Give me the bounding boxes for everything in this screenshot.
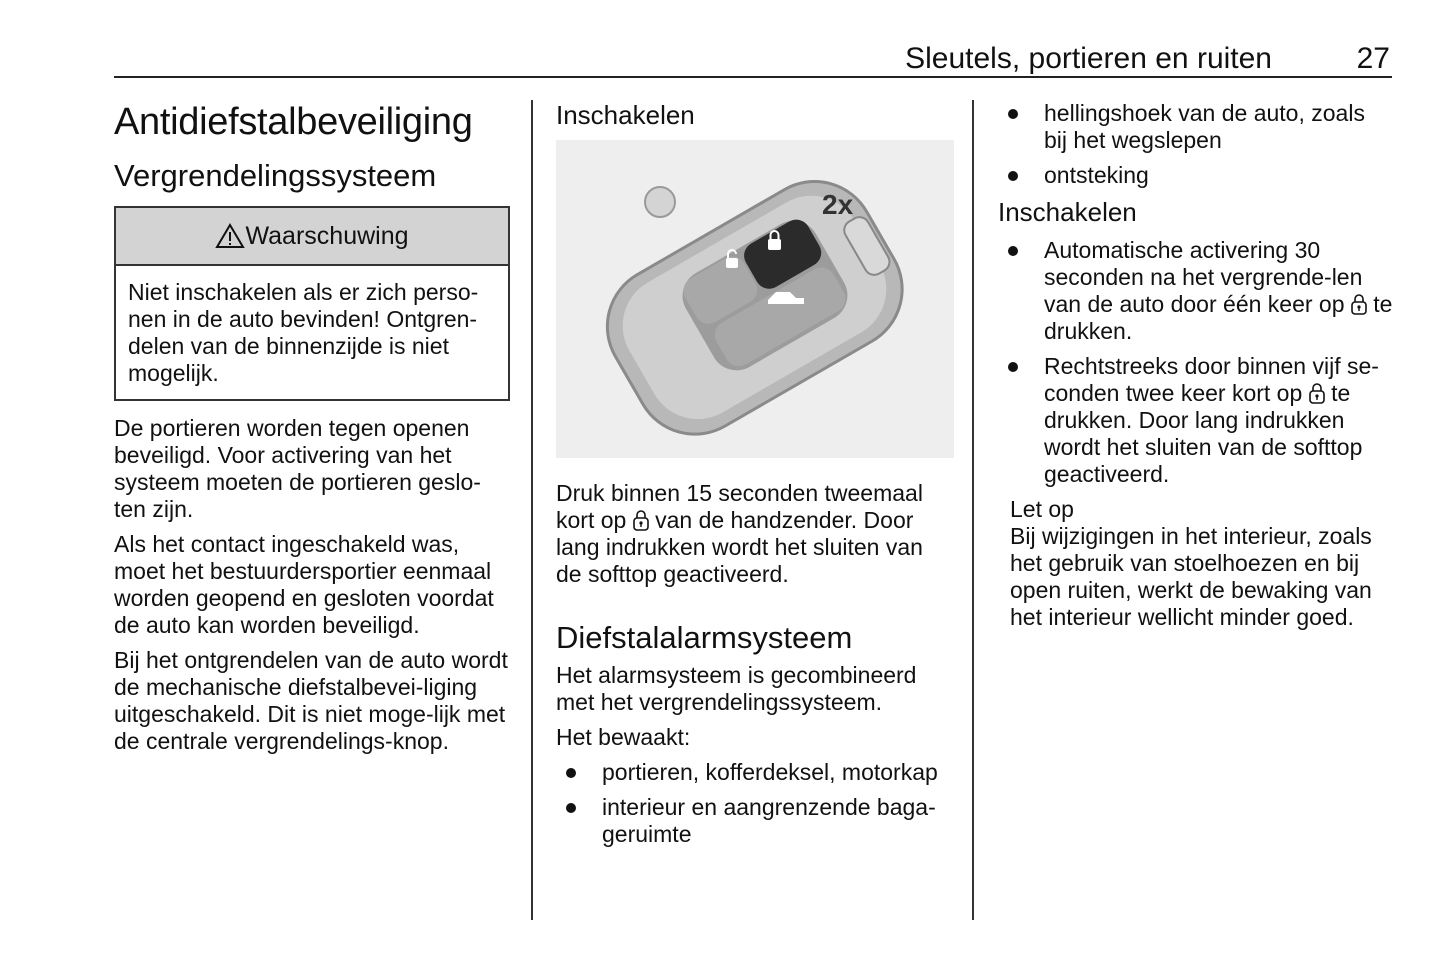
key-fob-illustration (556, 140, 954, 458)
instruction-before: Druk binnen 15 seconden tweemaal kort op (556, 480, 923, 533)
list-item-text: ontsteking (1044, 162, 1149, 188)
warning-header (116, 208, 508, 266)
instruction-after: van de handzender. Door lang indrukken wordt het sluiten van de softtop geactiveerd. (556, 507, 923, 587)
lock-icon (1351, 293, 1367, 315)
alarm-title: Diefstalalarmsysteem (556, 620, 853, 655)
note-box (998, 496, 1394, 631)
list-item-text-after: te drukken. Door lang indrukken wordt het sluiten van de softtop geactiveerd. (1044, 380, 1363, 487)
page-number: 27 (1356, 42, 1390, 75)
warning-body (116, 266, 508, 399)
warning-box (114, 206, 510, 401)
monitors-list (556, 759, 954, 848)
chapter-title: Sleutels, portieren en ruiten (905, 42, 1272, 75)
section-title: Antidiefstalbeveiliging (114, 101, 473, 143)
key-fob-icon (556, 140, 954, 458)
column-1 (114, 100, 510, 763)
list-item-text-after: te drukken. (1044, 291, 1393, 344)
alarm-text: Het alarmsysteem is gecombineerd met het vergrendelingssysteem. (556, 662, 917, 715)
list-item (556, 794, 954, 848)
column-2 (556, 100, 954, 856)
list-item (998, 100, 1394, 154)
paragraph: De portieren worden tegen openen beveiligd. Voor activering van het systeem moeten de portieren geslo-ten zijn. (114, 415, 481, 522)
activation-list (998, 237, 1394, 488)
list-item-text: Automatische activering 30 seconden na het vergrende-len van de auto door één keer op (1044, 237, 1363, 317)
warning-triangle-icon (215, 223, 245, 249)
list-item (998, 353, 1394, 488)
paragraph: Als het contact ingeschakeld was, moet het bestuurdersportier eenmaal worden geopend en gesloten voordat de auto kan worden beveiligd. (114, 531, 494, 638)
paragraph: Bij het ontgrendelen van de auto wordt de mechanische diefstalbevei-liging uitgeschakeld. Dit is niet moge-lijk met de centrale vergrendelings-knop. (114, 647, 508, 754)
list-item-text: interieur en aangrenzende baga-geruimte (602, 794, 936, 847)
warning-title: Waarschuwing (245, 221, 409, 250)
section-heading: Inschakelen (998, 197, 1137, 227)
warning-text: Niet inschakelen als er zich perso-nen in de auto bevinden! Ontgren-delen van de binnenzijde is niet mogelijk. (128, 279, 479, 386)
list-item-text: hellingshoek van de auto, zoals bij het wegslepen (1044, 100, 1365, 153)
section-heading: Inschakelen (556, 100, 695, 130)
column-3 (998, 100, 1394, 631)
column-divider (972, 100, 974, 920)
note-title: Let op (1010, 496, 1074, 522)
list-item (556, 759, 954, 786)
lock-icon (1309, 382, 1325, 404)
list-item-text: portieren, kofferdeksel, motorkap (602, 759, 938, 785)
list-item-text: Rechtstreeks door binnen vijf se-conden twee keer kort op (1044, 353, 1379, 406)
note-text: Bij wijzigingen in het interieur, zoals het gebruik van stoelhoezen en bij open ruiten, werkt de bewaking van het interieur wellicht minder goed. (1010, 523, 1372, 630)
section-subtitle: Vergrendelingssysteem (114, 158, 437, 193)
list-item (998, 162, 1394, 189)
monitors-list-continued (998, 100, 1394, 189)
instruction-paragraph (556, 480, 954, 588)
column-divider (531, 100, 533, 920)
press-count-label: 2x (822, 189, 854, 220)
page-header (114, 40, 1392, 78)
monitors-label: Het bewaakt: (556, 724, 691, 750)
list-item (998, 237, 1394, 345)
lock-icon (633, 509, 649, 531)
